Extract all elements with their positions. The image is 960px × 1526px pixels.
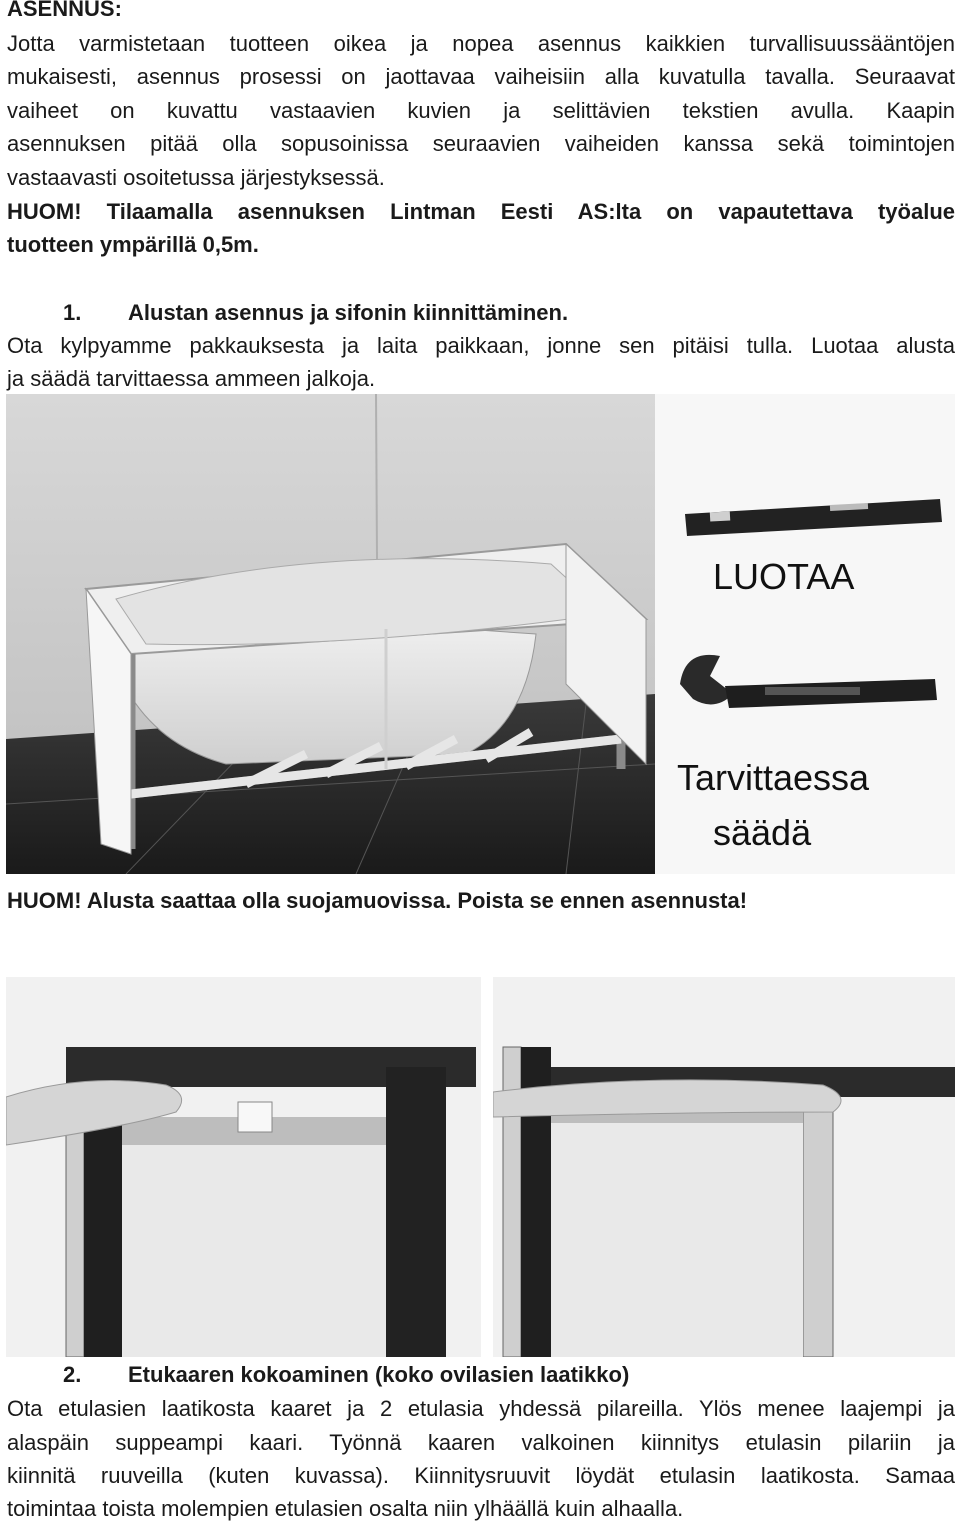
step1-warning: HUOM! Alusta saattaa olla suojamuovissa. Poista se ennen asennusta! bbox=[7, 888, 748, 913]
step2-line-2: alaspäin suppeampi kaari. Työnnä kaaren valkoinen kiinnitys etulasin pilariin ja bbox=[7, 1430, 955, 1455]
step1-line-2: ja säädä tarvittaessa ammeen jalkoja. bbox=[7, 366, 376, 391]
level-label: LUOTAA bbox=[713, 556, 855, 597]
step2-line-1: Ota etulasien laatikosta kaaret ja 2 etulasia yhdessä pilareilla. Ylös menee laajempi ja bbox=[7, 1396, 955, 1421]
step1-line-1: Ota kylpyamme pakkauksesta ja laita paikkaan, jonne sen pitäisi tulla. Luotaa alusta bbox=[7, 333, 955, 358]
step2-title: Etukaaren kokoaminen (koko ovilasien laatikko) bbox=[128, 1362, 630, 1387]
bathtub-photo bbox=[6, 394, 655, 874]
intro-line-5: vastaavasti osoitetussa järjestyksessä. bbox=[7, 165, 385, 190]
assembly-photo-right bbox=[493, 977, 955, 1357]
step2-number: 2. bbox=[63, 1362, 82, 1387]
note-line-2: tuotteen ympärillä 0,5m. bbox=[7, 232, 259, 257]
wrench-icon bbox=[680, 655, 937, 708]
step2-line-3: kiinnitä ruuveilla (kuten kuvassa). Kiinnitysruuvit löydät etulasin laatikosta. Samaa bbox=[7, 1463, 955, 1488]
assembly-photo-left bbox=[6, 977, 481, 1357]
page-heading: ASENNUS: bbox=[7, 0, 122, 21]
wrench-label-line-2: säädä bbox=[713, 812, 812, 853]
step1-title: Alustan asennus ja sifonin kiinnittäminen. bbox=[128, 300, 569, 325]
spirit-level-icon bbox=[685, 499, 942, 536]
intro-line-3: vaiheet on kuvattu vastaavien kuvien ja selittävien tekstien avulla. Kaapin bbox=[7, 98, 955, 123]
step1-number: 1. bbox=[63, 300, 82, 325]
tools-illustration bbox=[655, 394, 955, 874]
step1-heading bbox=[7, 296, 955, 330]
step2-line-4: toimintaa toista molempien etulasien osalta niin ylhäällä kuin alhaalla. bbox=[7, 1496, 684, 1521]
intro-line-4: asennuksen pitää olla sopusoinissa seuraavien vaiheiden kanssa sekä toimintojen bbox=[7, 131, 955, 156]
note-line-1: HUOM! Tilaamalla asennuksen Lintman Eesti AS:lta on vapautettava työalue bbox=[7, 199, 955, 224]
intro-line-1: Jotta varmistetaan tuotteen oikea ja nopea asennus kaikkien turvallisuussääntöjen bbox=[7, 31, 955, 56]
intro-line-2: mukaisesti, asennus prosessi on jaottavaa vaiheisiin alla kuvatulla tavalla. Seuraavat bbox=[7, 64, 955, 89]
wrench-label-line-1: Tarvittaessa bbox=[677, 757, 870, 798]
step2-heading bbox=[7, 1358, 955, 1392]
